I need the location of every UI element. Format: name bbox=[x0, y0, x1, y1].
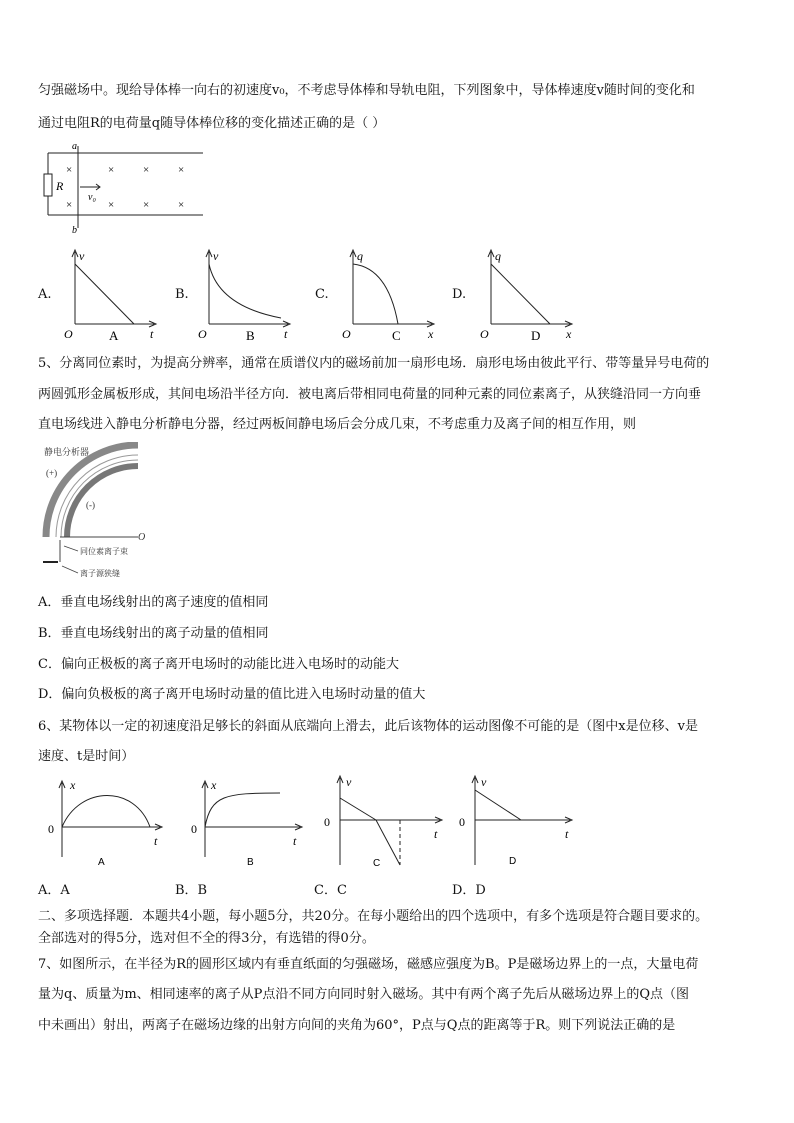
q7-text-line-1: 7、如图所示，在半径为R的圆形区域内有垂直纸面的匀强磁场，磁感应强度为B。P是磁场边界上的一点，大量电荷 bbox=[38, 957, 699, 972]
origin-label: O bbox=[342, 327, 351, 341]
q6-graph-a bbox=[40, 775, 165, 870]
origin-label: 0 bbox=[324, 815, 330, 829]
origin-label: 0 bbox=[48, 822, 54, 836]
section2-heading-line-1: 二、多项选择题．本题共4小题，每小题5分，共20分。在每小题给出的四个选项中，有多个选项是符合题目要求的。 bbox=[38, 909, 709, 924]
q5-option-c: C．偏向正极板的离子离开电场时的动能比进入电场时的动能大 bbox=[38, 657, 399, 672]
label-R: R bbox=[56, 179, 64, 193]
q4-graph-b bbox=[196, 246, 296, 341]
graph-caption: C bbox=[392, 328, 401, 341]
label-b: b bbox=[72, 225, 77, 235]
q6-graph-c bbox=[318, 770, 448, 870]
field-cross: × bbox=[108, 164, 115, 176]
center-label-O: O bbox=[138, 532, 146, 543]
minus-plate-label: (-) bbox=[86, 500, 95, 510]
origin-label: 0 bbox=[191, 822, 197, 836]
graph-caption: A bbox=[109, 328, 119, 341]
q4-option-letter-c: C. bbox=[315, 287, 329, 302]
field-cross: × bbox=[178, 199, 185, 211]
axis-label: v bbox=[481, 775, 487, 789]
isotope-beam-label: 同位素离子束 bbox=[80, 547, 128, 556]
q6-answer-a: A．A bbox=[38, 883, 70, 898]
q4-option-letter-d: D. bbox=[452, 287, 467, 302]
origin-label: O bbox=[480, 327, 489, 341]
graph-caption: B bbox=[246, 328, 255, 341]
q6-text-line-2: 速度、t是时间） bbox=[38, 749, 135, 764]
field-cross: × bbox=[178, 164, 185, 176]
axis-label: x bbox=[566, 327, 572, 341]
graph-caption: C bbox=[373, 858, 381, 869]
axis-label: t bbox=[284, 327, 288, 341]
axis-label: v bbox=[213, 249, 219, 263]
q5-option-b: B．垂直电场线射出的离子动量的值相同 bbox=[38, 626, 269, 641]
q4-option-letter-a: A. bbox=[38, 287, 52, 302]
q4-graph-a bbox=[62, 246, 162, 341]
axis-label: t bbox=[154, 834, 158, 848]
axis-label: v bbox=[79, 249, 85, 263]
axis-label: t bbox=[293, 834, 297, 848]
axis-label: x bbox=[211, 778, 217, 792]
rail-circuit-diagram bbox=[38, 140, 208, 235]
origin-label: 0 bbox=[459, 815, 465, 829]
q4-graph-c bbox=[340, 246, 440, 341]
axis-label: t bbox=[150, 327, 154, 341]
origin-label: O bbox=[64, 327, 73, 341]
origin-label: O bbox=[198, 327, 207, 341]
label-v0: v₀ bbox=[88, 192, 96, 203]
q4-option-letter-b: B. bbox=[175, 287, 189, 302]
q6-answer-d: D．D bbox=[452, 883, 486, 898]
field-cross: × bbox=[66, 164, 73, 176]
q6-graph-b bbox=[185, 775, 310, 870]
field-cross: × bbox=[143, 164, 150, 176]
q6-answer-b: B．B bbox=[175, 883, 208, 898]
analyzer-title: 静电分析器 bbox=[44, 447, 90, 457]
graph-caption: A bbox=[98, 857, 105, 868]
graph-caption: B bbox=[247, 857, 254, 868]
axis-label: q bbox=[495, 249, 501, 263]
q6-text-line-1: 6、某物体以一定的初速度沿足够长的斜面从底端向上滑去，此后该物体的运动图像不可能的是（图中x是位移、v是 bbox=[38, 719, 698, 734]
graph-caption: D bbox=[509, 856, 517, 867]
axis-label: q bbox=[357, 249, 363, 263]
axis-label: t bbox=[565, 827, 569, 841]
q5-text-line-2: 两圆弧形金属板形成，其间电场沿半径方向．被电离后带相同电荷量的同种元素的同位素离子，从狭缝沿同一方向垂 bbox=[38, 387, 702, 402]
axis-label: v bbox=[346, 775, 352, 789]
field-cross: × bbox=[108, 199, 115, 211]
q6-answer-c: C．C bbox=[314, 883, 347, 898]
field-cross: × bbox=[66, 199, 73, 211]
axis-label: x bbox=[70, 778, 76, 792]
plus-plate-label: (+) bbox=[46, 468, 58, 478]
q5-option-a: A．垂直电场线射出的离子速度的值相同 bbox=[38, 595, 269, 610]
section2-heading-line-2: 全部选对的得5分，选对但不全的得3分，有选错的得0分。 bbox=[38, 931, 375, 946]
label-a: a bbox=[72, 141, 77, 152]
q5-option-d: D．偏向负极板的离子离开电场时动量的值比进入电场时动量的值大 bbox=[38, 687, 426, 702]
q7-text-line-2: 量为q、质量为m、相同速率的离子从P点沿不同方向同时射入磁场。其中有两个离子先后从磁场边界上的Q点（图 bbox=[38, 987, 690, 1002]
q5-text-line-3: 直电场线进入静电分析静电分器，经过两板间静电场后会分成几束，不考虑重力及离子间的相互作用，则 bbox=[38, 417, 637, 432]
axis-label: x bbox=[428, 327, 434, 341]
q4-graph-d bbox=[478, 246, 578, 341]
axis-label: t bbox=[434, 827, 438, 841]
q4-text-line-2: 通过电阻R的电荷量q随导体棒位移的变化描述正确的是（ ） bbox=[38, 116, 386, 131]
field-cross: × bbox=[143, 199, 150, 211]
q6-graph-d bbox=[455, 770, 580, 870]
graph-caption: D bbox=[531, 328, 541, 341]
ion-source-slit-label: 离子源狭缝 bbox=[80, 569, 120, 578]
q5-text-line-1: 5、分离同位素时，为提高分辨率，通常在质谱仪内的磁场前加一扇形电场．扇形电场由彼此平行、带等量异号电荷的 bbox=[38, 356, 710, 371]
electrostatic-analyzer-diagram bbox=[38, 442, 148, 582]
q7-text-line-3: 中未画出）射出，两离子在磁场边缘的出射方向间的夹角为60°，P点与Q点的距离等于R。则下列说法正确的是 bbox=[38, 1018, 676, 1033]
q4-text-line-1: 匀强磁场中。现给导体棒一向右的初速度v₀，不考虑导体棒和导轨电阻，下列图象中，导体棒速度v随时间的变化和 bbox=[38, 83, 695, 98]
